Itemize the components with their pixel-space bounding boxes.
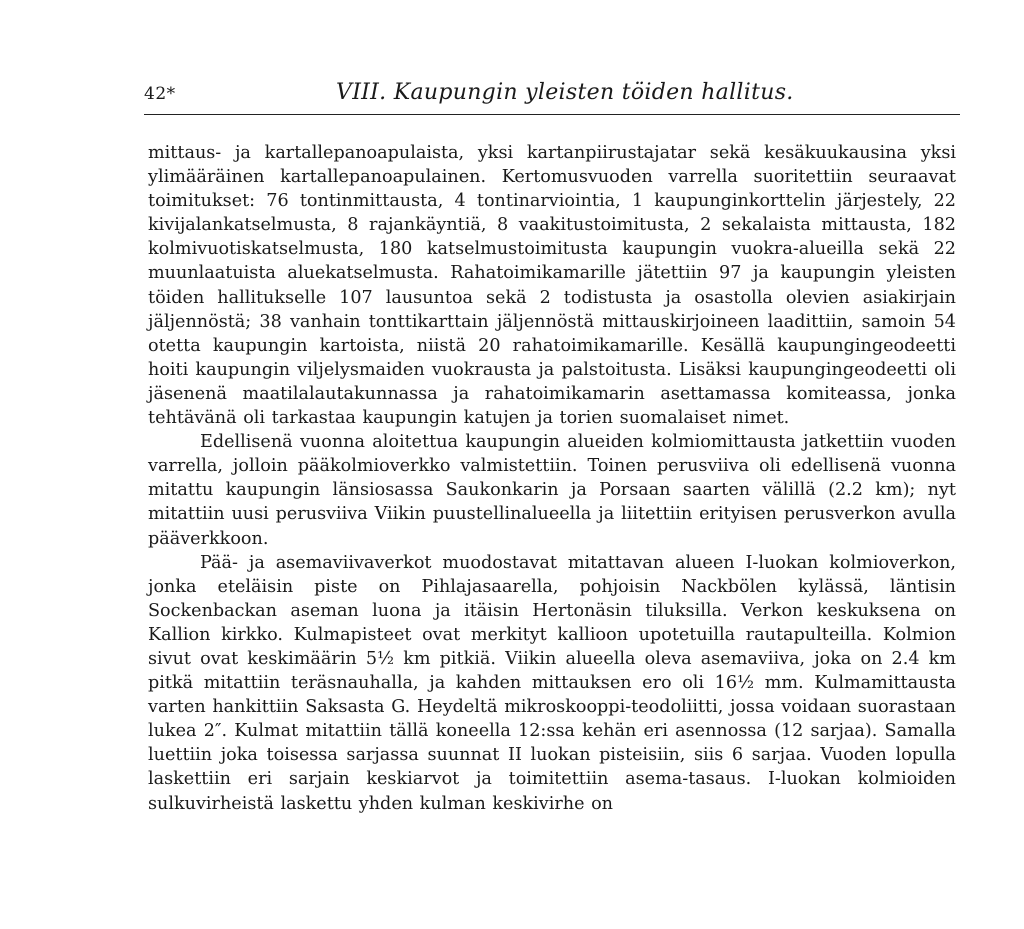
paragraph: Pää- ja asemaviivaverkot muodostavat mitattavan alueen I-luokan kolmioverkon, jonka eteläisin piste on Pihlajasaarella, pohjoisin Nackbölen kylässä, läntisin Sockenbackan aseman luona ja itäisin Hertonäsin tiluksilla. Verkon keskuksena on Kallion kirkko. Kulmapisteet ovat merkityt kallioon upotetuilla rautapulteilla. Kolmion sivut ovat keskimäärin 5½ km pitkiä. Viikin alueella oleva asemaviiva, joka on 2.4 km pitkä mitattiin teräsnauhalla, ja kahden mittauksen ero oli 16½ mm. Kulmamittausta varten hankittiin Saksasta G. Heydeltä mikroskooppi-teodoliitti, jossa voidaan suorastaan lukea 2″. Kulmat mitattiin tällä koneella 12:ssa kehän eri asennossa (12 sarjaa). Samalla luettiin joka toisessa sarjassa suunnat II luokan pisteisiin, siis 6 sarjaa. Vuoden lopulla laskettiin eri sarjain keskiarvot ja toimitettiin asema-tasaus. I-luokan kolmioiden sulkuvirheistä laskettu yhden kulman keskivirhe on bbox=[148, 552, 956, 814]
running-title: VIII. Kaupungin yleisten töiden hallitus. bbox=[336, 80, 794, 105]
page-header bbox=[144, 78, 960, 108]
body-text bbox=[148, 141, 956, 816]
paragraph: mittaus- ja kartallepanoapulaista, yksi kartanpiirustajatar sekä kesäkuukausina yksi ylimääräinen kartallepanoapulainen. Kertomusvuoden varrella suoritettiin seuraavat toimitukset: 76 tontinmittausta, 4 tontinarviointia, 1 kaupunginkorttelin järjestely, 22 kivijalankatselmusta, 8 rajankäyntiä, 8 vaakitustoimitusta, 2 sekalaista mittausta, 182 kolmivuotiskatselmusta, 180 katselmustoimitusta kaupungin vuokra-alueilla sekä 22 muunlaatuista aluekatselmusta. Rahatoimikamarille jätettiin 97 ja kaupungin yleisten töiden hallitukselle 107 lausuntoa sekä 2 todistusta ja osastolla olevien asiakirjain jäljennöstä; 38 vanhain tonttikarttain jäljennöstä mittauskirjoineen laadittiin, samoin 54 otetta kaupungin kartoista, niistä 20 rahatoimikamarille. Kesällä kaupungingeodeetti hoiti kaupungin viljelysmaiden vuokrausta ja palstoitusta. Lisäksi kaupungingeodeetti oli jäsenenä maatilalautakunnassa ja rahatoimikamarin asettamassa komiteassa, jonka tehtävänä oli tarkastaa kaupungin katujen ja torien suomalaiset nimet. bbox=[148, 143, 956, 429]
page-number: 42* bbox=[144, 84, 176, 104]
header-rule bbox=[144, 114, 960, 115]
paragraph: Edellisenä vuonna aloitettua kaupungin alueiden kolmiomittausta jatkettiin vuoden varrella, jolloin pääkolmioverkko valmistettiin. Toinen perusviiva oli edellisenä vuonna mitattu kaupungin länsiosassa Saukonkarin ja Porsaan saarten välillä (2.2 km); nyt mitattiin uusi perusviiva Viikin puustellinalueella ja liitettiin erityisen perusverkon avulla pääverkkoon. bbox=[148, 432, 956, 549]
